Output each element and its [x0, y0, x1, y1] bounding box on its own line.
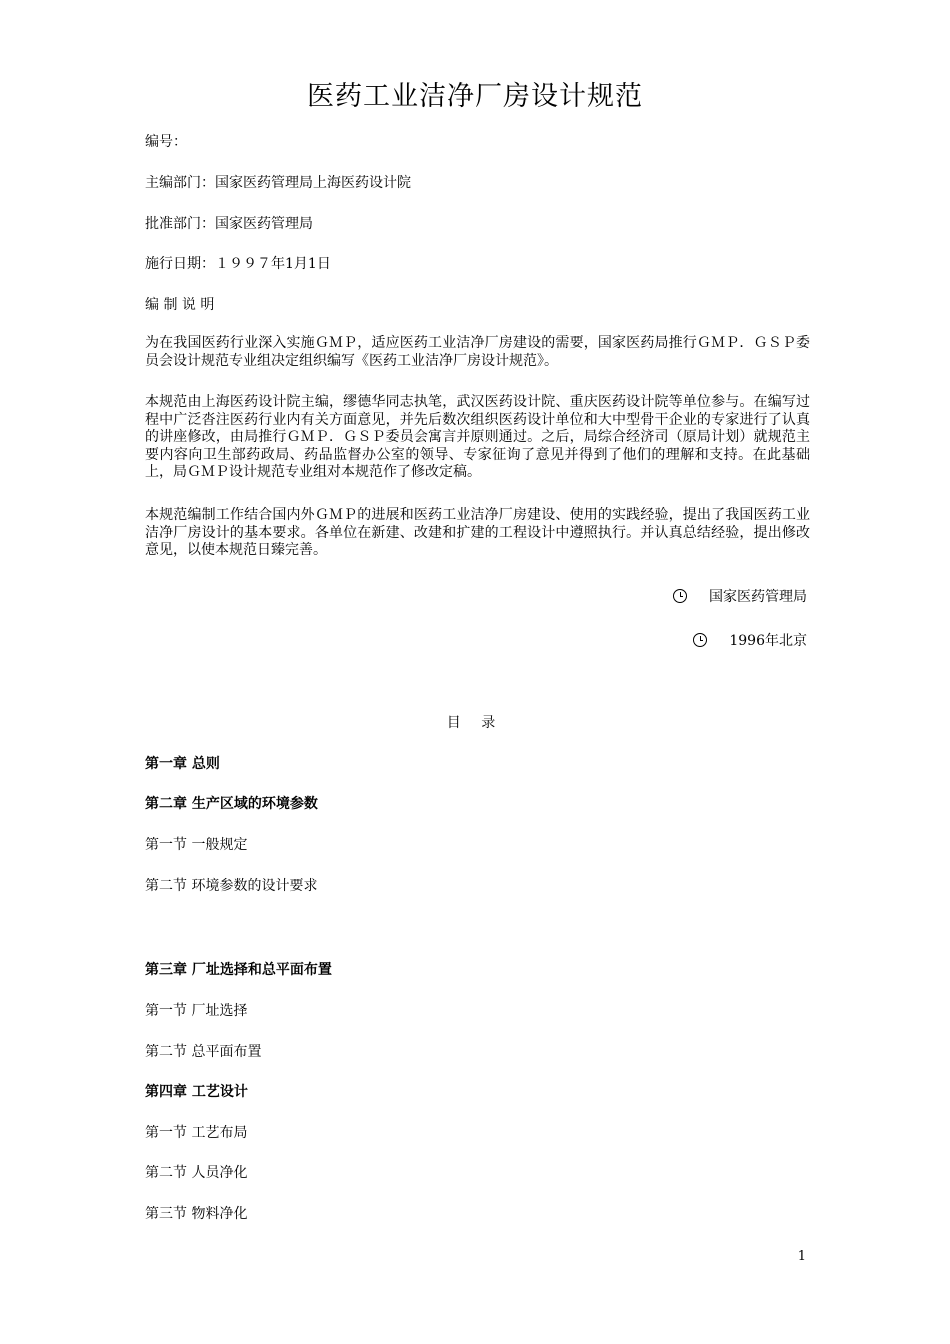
approver-department: 批准部门：国家医药管理局: [145, 216, 313, 232]
toc-chapter: 第一章 总则: [145, 756, 220, 772]
signature-org-text: 国家医药管理局: [709, 589, 807, 605]
document-number: 编号：: [145, 134, 187, 150]
toc-section: 第二节 环境参数的设计要求: [145, 878, 318, 894]
signature-date-text: 1996年北京: [729, 633, 807, 649]
signature-date: [693, 630, 807, 650]
editor-department: 主编部门：国家医药管理局上海医药设计院: [145, 175, 411, 191]
toc-section: 第一节 厂址选择: [145, 1003, 248, 1019]
preface-paragraph: 本规范由上海医药设计院主编，缪德华同志执笔，武汉医药设计院、重庆医药设计院等单位参与。在编写过程中广泛沓注医药行业内有关方面意见，并先后数次组织医药设计单位和大中型骨干企业的专家进行了认真的讲座修改，由局推行ＧＭＰ．ＧＳＰ委员会寓言并原则通过。之后，局综合经济司（原局计划）就规范主要内容向卫生部药政局、药品监督办公室的领导、专家征询了意见并得到了他们的理解和支持。在此基础上，局ＧＭＰ设计规范专业组对本规范作了修改定稿。: [145, 394, 810, 480]
toc-chapter: 第四章 工艺设计: [145, 1084, 248, 1100]
preface-paragraph: 本规范编制工作结合国内外ＧＭＰ的进展和医药工业洁净厂房建设、使用的实践经验，提出了我国医药工业洁净厂房设计的基本要求。各单位在新建、改建和扩建的工程设计中遵照执行。并认真总结经验，提出修改意见，以使本规范日臻完善。: [145, 507, 810, 558]
toc-title: 目 录: [446, 715, 504, 731]
preface-heading: 编 制 说 明: [145, 297, 215, 313]
toc-chapter: 第三章 厂址选择和总平面布置: [145, 962, 332, 978]
toc-section: 第二节 总平面布置: [145, 1044, 262, 1060]
signature-organization: [673, 586, 807, 606]
document-title: 医药工业洁净厂房设计规范: [307, 81, 643, 112]
page-number: 1: [797, 1249, 806, 1264]
toc-chapter: 第二章 生产区域的环境参数: [145, 796, 318, 812]
effective-date: 施行日期：１９９７年1月1日: [145, 256, 331, 272]
toc-section: 第一节 工艺布局: [145, 1125, 248, 1141]
preface-paragraph: 为在我国医药行业深入实施ＧＭＰ，适应医药工业洁净厂房建设的需要，国家医药局推行ＧＭＰ．ＧＳＰ委员会设计规范专业组决定组织编写《医药工业洁净厂房设计规范》。: [145, 335, 810, 369]
toc-section: 第一节 一般规定: [145, 837, 248, 853]
clock-icon: [673, 589, 687, 603]
toc-section: 第二节 人员净化: [145, 1165, 248, 1181]
toc-section: 第三节 物料净化: [145, 1206, 248, 1222]
clock-icon: [693, 633, 707, 647]
